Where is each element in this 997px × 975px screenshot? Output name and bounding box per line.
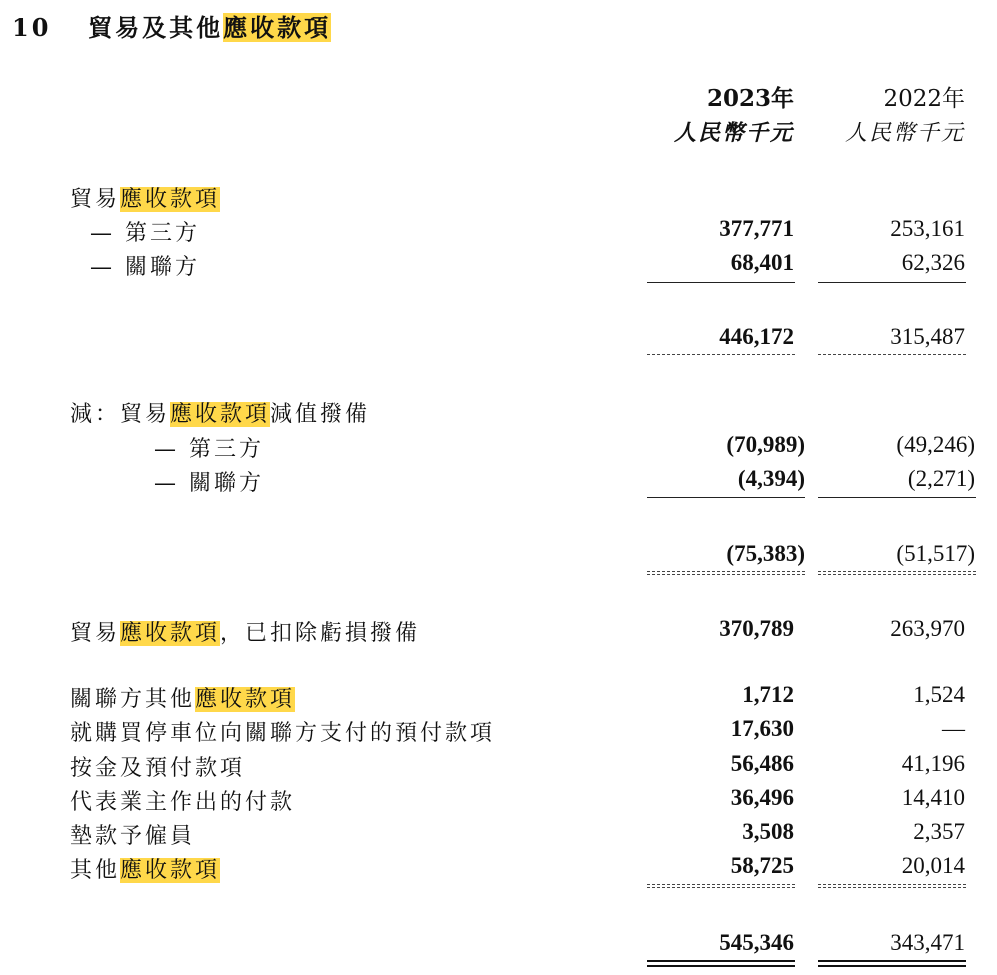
- trade-related-party-label: — 關聯方: [90, 255, 200, 280]
- other-row-label: [70, 716, 495, 747]
- other-row-highlight: 應收款項: [195, 687, 296, 712]
- trade-subtotal-dash-2023: [647, 354, 795, 355]
- trade-heading-prefix: 貿易: [70, 187, 121, 212]
- other-row-prefix: 就購買停車位向關聯方支付的預付款項: [70, 721, 496, 746]
- net-label-highlight: 應收款項: [120, 621, 221, 646]
- impairment-heading-prefix: 減：貿易: [70, 402, 171, 427]
- impairment-subtotal-2023: (75,383): [726, 541, 805, 566]
- impairment-subtotal-ddash-2022: [818, 571, 976, 575]
- net-trade-receivables-label: [70, 616, 420, 647]
- other-row-prefix: 關聯方其他: [70, 687, 196, 712]
- other-row-2023: 17,630: [730, 716, 794, 741]
- other-row-2023: 36,496: [730, 785, 794, 810]
- others-ddash-2022: [818, 884, 966, 888]
- other-row-2022: 2,357: [913, 819, 965, 844]
- other-row-label: [70, 785, 295, 816]
- trade-subtotal-2023: 446,172: [719, 324, 794, 349]
- trade-related-party-2022: 62,326: [901, 250, 965, 275]
- trade-subtotal-dash-2022: [818, 354, 966, 355]
- trade-third-party-2022: 253,161: [890, 216, 965, 241]
- trade-third-party-label: — 第三方: [90, 221, 200, 246]
- other-row-2022: 14,410: [901, 785, 965, 810]
- impairment-rule-2022: [818, 497, 976, 498]
- col-2023-currency: 人民幣千元: [673, 120, 794, 146]
- section-title: [12, 8, 331, 43]
- impairment-subtotal-2022: (51,517): [896, 541, 975, 566]
- impairment-third-party-2023: (70,989): [726, 432, 805, 457]
- others-ddash-2023: [647, 884, 795, 888]
- trade-third-party-2023: 377,771: [719, 216, 794, 241]
- net-label-prefix: 貿易: [70, 621, 121, 646]
- other-row-label: [70, 682, 295, 713]
- impairment-heading-suffix: 減值撥備: [270, 402, 371, 427]
- other-row-2022: 1,524: [913, 682, 965, 707]
- net-label-suffix: ，已扣除虧損撥備: [220, 621, 421, 646]
- other-row-2023: 56,486: [730, 751, 794, 776]
- impairment-heading: [70, 397, 370, 428]
- total-2022: 343,471: [890, 930, 965, 955]
- impairment-related-party-2023: (4,394): [737, 466, 805, 491]
- trade-rule-2022: [818, 282, 966, 283]
- total-double-rule-2023: [647, 960, 795, 967]
- trade-subtotal-2022: 315,487: [890, 324, 965, 349]
- other-row-prefix: 其他: [70, 858, 121, 883]
- section-title-highlight: 應收款項: [223, 13, 332, 42]
- other-row-2022: 20,014: [901, 853, 965, 878]
- other-row-prefix: 墊款予僱員: [70, 824, 196, 849]
- col-2022-currency: 人民幣千元: [844, 121, 965, 146]
- other-row-label: [70, 819, 195, 850]
- section-title-text: 貿易及其他: [88, 13, 224, 42]
- other-row-prefix: 代表業主作出的付款: [70, 790, 296, 815]
- other-row-2023: 1,712: [742, 682, 794, 707]
- other-row-label: [70, 853, 220, 884]
- total-2023: 545,346: [719, 930, 794, 955]
- col-2023-year: 2023年: [706, 85, 794, 112]
- other-row-2022: —: [942, 716, 965, 741]
- impairment-rule-2023: [647, 497, 805, 498]
- net-2023: 370,789: [719, 616, 794, 641]
- trade-rule-2023: [647, 282, 795, 283]
- impairment-related-party-label: — 關聯方: [154, 471, 264, 496]
- trade-receivables-heading: [70, 182, 220, 213]
- net-2022: 263,970: [890, 616, 965, 641]
- col-2022-year: 2022年: [883, 86, 965, 112]
- other-row-prefix: 按金及預付款項: [70, 756, 246, 781]
- other-row-label: [70, 751, 245, 782]
- other-row-2022: 41,196: [901, 751, 965, 776]
- trade-related-party-2023: 68,401: [730, 250, 794, 275]
- other-row-2023: 3,508: [742, 819, 794, 844]
- impairment-third-party-2022: (49,246): [896, 432, 975, 457]
- impairment-related-party-2022: (2,271): [907, 466, 975, 491]
- section-number: 10: [12, 13, 52, 42]
- other-row-2023: 58,725: [730, 853, 794, 878]
- impairment-third-party-label: — 第三方: [154, 437, 264, 462]
- trade-heading-highlight: 應收款項: [120, 187, 221, 212]
- impairment-heading-highlight: 應收款項: [170, 402, 271, 427]
- total-double-rule-2022: [818, 960, 966, 967]
- impairment-subtotal-ddash-2023: [647, 571, 805, 575]
- other-row-highlight: 應收款項: [120, 858, 221, 883]
